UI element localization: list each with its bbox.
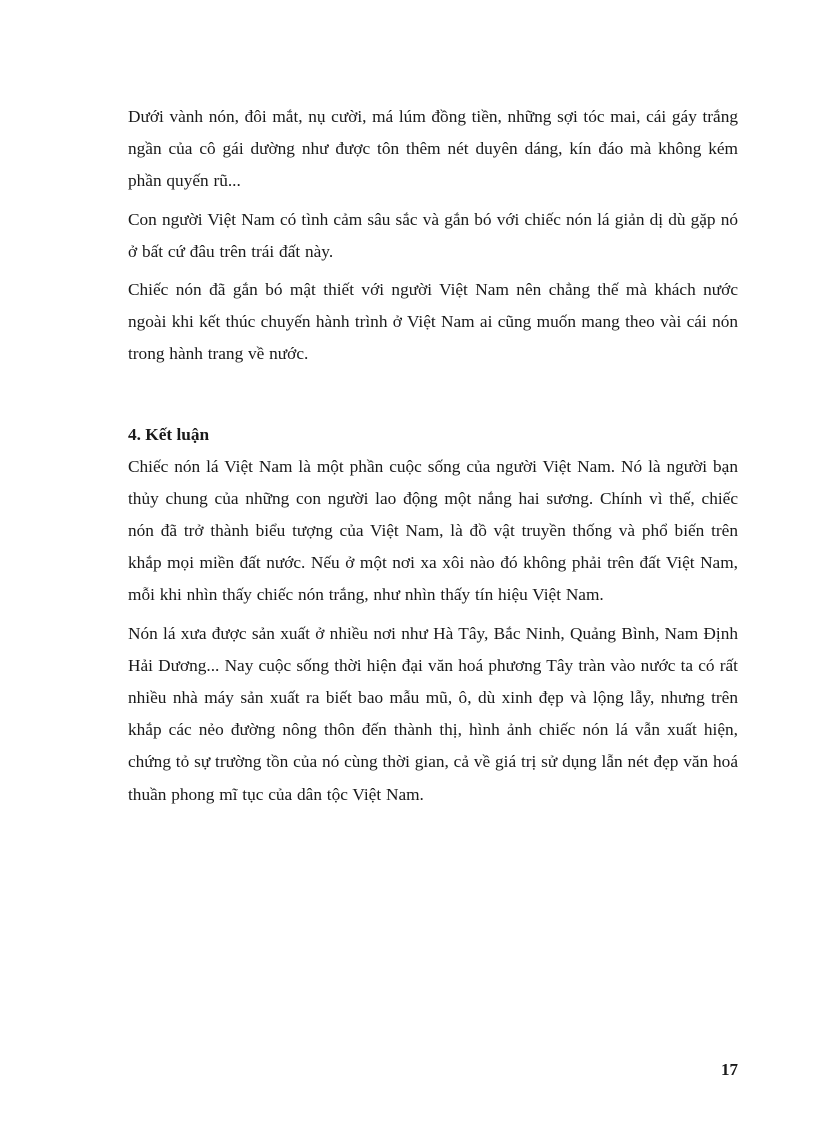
paragraph-conclusion-1: Chiếc nón lá Việt Nam là một phần cuộc sống của người Việt Nam. Nó là người bạn thủy chung của những con người lao động một nắng hai sương. Chính vì thế, chiếc nón đã trở thành biểu tượng của Việt Nam, là đồ vật truyền thống và phổ biến trên khắp mọi miền đất nước. Nếu ở một nơi xa xôi nào đó không phải trên đất Việt Nam, mỗi khi nhìn thấy chiếc nón trắng, như nhìn thấy tín hiệu Việt Nam. [128,456,738,605]
paragraph-conclusion-2: Nón lá xưa được sản xuất ở nhiều nơi như Hà Tây, Bắc Ninh, Quảng Bình, Nam Định Hải Dương... Nay cuộc sống thời hiện đại văn hoá phương Tây tràn vào nước ta có rất nhiều nhà máy sản xuất ra biết bao mẫu mũ, ô, dù xinh đẹp và lộng lẫy, nhưng trên khắp các nẻo đường nông thôn đến thành thị, hình ảnh chiếc nón lá vẫn xuất hiện, chứng tỏ sự trường tồn của nó cùng thời gian, cả về giá trị sử dụng lẫn nét đẹp văn hoá thuần phong mĩ tục của dân tộc Việt Nam. [128,623,738,804]
paragraph-ao-dai-non: Dưới vành nón, đôi mắt, nụ cười, má lúm đồng tiền, những sợi tóc mai, cái gáy trắng ngần của cô gái dường như được tôn thêm nét duyên dáng, kín đáo mà không kém phần quyến rũ... [128,107,738,191]
section-heading: 4. Kết luận [128,424,210,444]
page-content [128,101,738,811]
paragraph-tinh-cam: Con người Việt Nam có tình cảm sâu sắc và gắn bó với chiếc nón lá giản dị dù gặp nó ở bất cứ đâu trên trái đất này. [128,209,738,261]
paragraph-gan-bo: Chiếc nón đã gắn bó mật thiết với người Việt Nam nên chẳng thế mà khách nước ngoài khi kết thúc chuyến hành trình ở Việt Nam ai cũng muốn mang theo vài cái nón trong hành trang về nước. [128,280,738,364]
page-number: 17 [721,1060,738,1079]
